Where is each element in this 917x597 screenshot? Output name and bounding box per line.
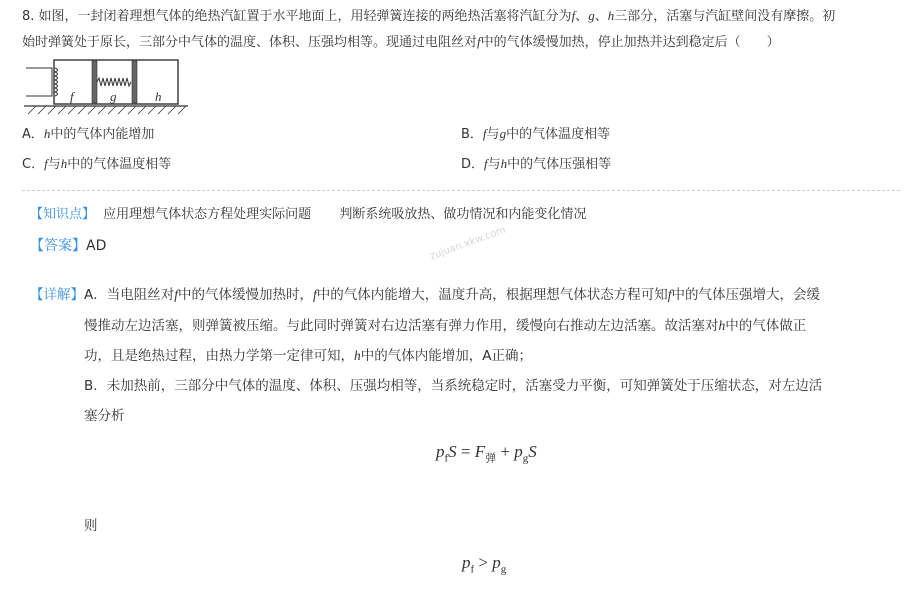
option-prefix: D． [461,157,485,172]
answer-value: AD [86,238,107,254]
answer-tag: 【答案】 [30,238,86,254]
symbol-s: S [528,442,537,461]
symbol-p: p [492,553,501,572]
knowledge-tag: 【知识点】 [30,207,96,222]
exp-text: B．未加热前，三部分中气体的温度、体积、压强均相等，当系统稳定时，活塞受力平衡，可知弹簧处于压缩状态，对左边活 [84,378,823,394]
question-line-1 [22,7,835,26]
explanation-then [84,517,98,535]
subscript-f: f [470,563,475,576]
exp-text: 中的气体缓慢加热时， [178,287,314,303]
question-line-2 [22,33,780,52]
knowledge-item[interactable]: 判断系统吸放热、做功情况和内能变化情况 [339,207,587,222]
option-d[interactable] [461,155,611,174]
var-f: f [174,287,179,302]
right-piston [132,61,137,103]
var-f: f [484,156,488,171]
subscript-g: g [500,563,507,576]
option-text: 中的气体温度相等 [506,127,611,142]
knowledge-row [30,206,586,224]
var-f: f [477,34,481,49]
heater-wire [26,68,52,96]
exp-text: 中的气体内能增大，温度升高，根据理想气体状态方程可知 [316,287,668,303]
label-g: g [110,89,117,104]
question-text-end: 中的气体缓慢加热，停止加热并达到稳定后（ ） [480,35,780,50]
symbol-p: p [514,442,523,461]
label-h: h [155,89,162,104]
separator: 、 [594,9,608,24]
var-g: g [588,8,595,23]
option-conj: 与 [487,157,501,172]
watermark: zujuan.xkw.com [428,224,508,263]
spring [97,78,131,86]
exp-text: A．当电阻丝对 [84,287,175,303]
question-number: 8. [22,9,35,24]
resistor-coil [55,68,58,96]
symbol-p: p [462,553,471,572]
cylinder-figure [22,56,192,118]
option-prefix: C． [22,157,45,172]
option-prefix: B． [461,127,483,142]
ground-hatching [28,106,186,114]
formula-force-balance [436,442,537,465]
knowledge-item[interactable]: 应用理想气体状态方程处理实际问题 [103,207,312,222]
subscript-dan: 弹 [485,451,497,465]
label-f: f [70,89,74,104]
subscript-g: g [522,452,529,465]
explanation-line-2 [84,317,806,335]
option-c[interactable] [22,155,171,174]
explanation-tag: 【详解】 [30,287,84,303]
exp-text: 中的气体压强增大，会缓 [671,287,821,303]
explanation-line-4 [84,377,822,395]
var-f: f [571,8,576,23]
var-f: f [667,287,672,302]
question-text: 如图，一封闭着理想气体的绝热汽缸置于水平地面上，用轻弹簧连接的两绝热活塞将汽缸分为 [38,9,572,24]
exp-text: 慢推动左边活塞，则弹簧被压缩。与此同时弹簧对右边活塞有弹力作用，缓慢向右推动左边活塞。故活塞对 [84,318,719,334]
option-text: 中的气体内能增加 [50,127,155,142]
symbol-p: p [436,442,445,461]
var-f: f [44,156,48,171]
exp-text: 则 [84,518,98,534]
var-h: h [500,156,508,171]
question-text-cont: 三部分，活塞与汽缸壁间没有摩擦。初 [614,9,836,24]
symbol-s: S [448,442,457,461]
formula-pressure-compare [462,553,506,575]
greater-than-sign: > [474,553,493,572]
option-conj: 与 [486,127,500,142]
var-h: h [607,8,615,23]
option-conj: 与 [47,157,61,172]
exp-text: 中的气体做正 [725,318,807,334]
var-f: f [482,126,487,141]
var-h: h [60,156,68,171]
var-g: g [499,126,507,141]
explanation-line-3 [84,347,532,365]
exp-text: 功，且是绝热过程，由热力学第一定律可知， [84,348,354,364]
section-divider [22,190,900,191]
symbol-f: F [474,442,486,461]
explanation-line-5 [84,407,125,425]
option-prefix: A． [22,127,44,142]
explanation-line-1 [84,286,820,304]
answer-row [30,237,106,255]
exp-text: 塞分析 [84,408,125,424]
equals-sign: = [456,442,475,461]
left-piston [92,61,97,103]
var-h: h [718,318,726,333]
var-h: h [354,348,361,363]
var-h: h [43,126,51,141]
question-text: 始时弹簧处于原长，三部分中气体的温度、体积、压强均相等。现通过电阻丝对 [22,35,478,50]
option-text: 中的气体温度相等 [67,157,172,172]
option-a[interactable] [22,125,154,144]
var-f: f [313,287,317,302]
exp-text: 中的气体内能增加，A正确； [360,348,532,364]
option-text: 中的气体压强相等 [507,157,612,172]
plus-sign: + [496,442,515,461]
separator: 、 [575,9,589,24]
explanation-tag-row [30,286,84,304]
subscript-f: f [444,452,449,465]
option-b[interactable] [461,125,610,144]
